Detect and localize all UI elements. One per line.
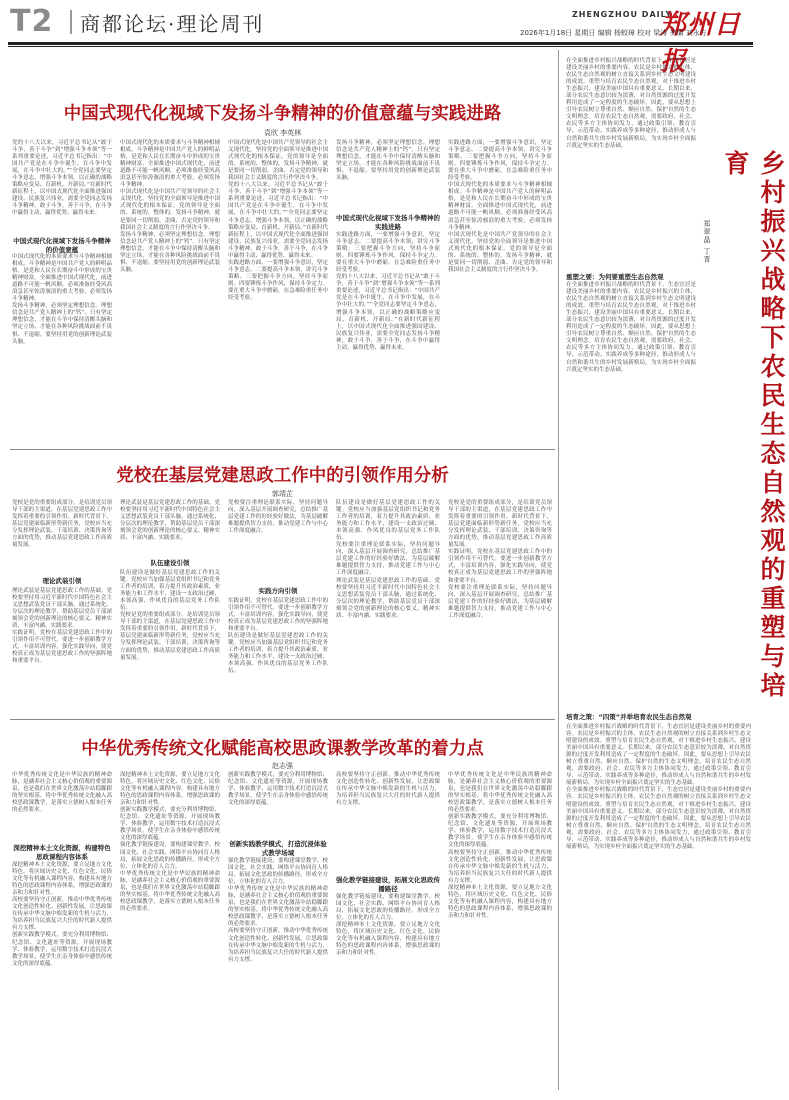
article3-column: 中华优秀传统文化是中华民族的精神命脉，是涵养社会主义核心价值观的重要源泉，也是我们在世界文化激荡中站稳脚跟的坚实根基。将中华优秀传统文化融入高校思政课教学，是落实立德树人根本任务的必然要求。 bbox=[12, 772, 112, 814]
article2-column: 党校要注重理论联系实际，坚持问题导向，深入基层开展调查研究，总结推广基层党建工作的好经验好做法，为基层破解难题提供智力支持，推动党建工作与中心工作深度融合。 bbox=[228, 500, 328, 535]
article4-subhead: 重塑之要：为何要重塑生态自然观 bbox=[566, 273, 664, 281]
page-code: T2 bbox=[10, 4, 54, 39]
article1-subhead: 中国式现代化视域下发扬斗争精神的实践进路 bbox=[336, 214, 440, 231]
article3-author: 赵志强 bbox=[272, 762, 293, 770]
top-rule bbox=[8, 42, 753, 45]
article4-title: 乡村振兴战略下农民生态自然观的重塑与培育 bbox=[721, 150, 786, 701]
article1-column: 中国式现代化的本质要求与斗争精神相辅相成。斗争精神是中国共产党人的鲜明品格，是党和人民在长期奋斗中形成的宝贵精神财富。全面推进中国式现代化，前进道路不可能一帆风顺，必须准备经受风高浪急甚至惊涛骇浪的重大考验，必须发扬斗争精神。 中国式现代化是中国共产党领导的社会主义现代化。坚持党的全面领导是推进中国式现代化的根本保证。党的领导是全面的、系统的、整体的，发扬斗争精神，就是要同一切削弱、歪曲、否定党的领导和我国社会主义制度的言行作坚决斗争。 发扬斗争精神，必须坚定理想信念。理想信念是共产党人精神上的“钙”。只有坚定理想信念，才能在斗争中保持清醒头脑和坚定立场，才能在各种风险挑战面前不畏惧、不退缩。要坚持用党的创新理论武装头脑。 bbox=[120, 140, 220, 273]
article2-subhead: 队伍建设引领 bbox=[150, 559, 190, 567]
article3-subhead: 深挖精神本土文化资源，构建特色思政课程内容体系 bbox=[13, 844, 111, 861]
article-divider bbox=[10, 719, 555, 720]
article2-column: 队伍建设是做好基层党建思政工作的关键。党校应当加强基层党组织书记和党务工作者的培训，着力提升其政治素质、业务能力和工作水平，建设一支政治过硬、本领高强、作风优良的基层党务工作队伍。 党校要注重理论联系实际，坚持问题导向，深入基层开展调查研究，总结推广基层党建工作的好经验好做法，为基层破解难题提供智力支持，推动党建工作与中心工作深度融合。 理论武装是基层党建思政工作的基础。党校要坚持用习近平新时代中国特色社会主义思想武装党员干部头脑，通过系统化、分层次的理论教学，帮助基层党员干部深刻领会党的创新理论的核心要义、精神实质、丰富内涵、实践要求。 bbox=[336, 500, 440, 619]
article2-column: 实践证明，党校在基层党建思政工作中的引领作用不可替代。要进一步创新教学方式，丰富培训内容，强化实践导向，使党校真正成为基层党建思政工作的坚强阵地和重要平台。 队伍建设是做好基层党建思政工作的关键。党校应当加强基层党组织书记和党务工作者的培训，着力提升其政治素质、业务能力和工作水平，建设一支政治过硬、本领高强、作风优良的基层党务工作队伍。 bbox=[228, 598, 328, 675]
article1-column: 中国式现代化的本质要求与斗争精神相辅相成。斗争精神是中国共产党人的鲜明品格，是党和人民在长期奋斗中形成的宝贵精神财富。全面推进中国式现代化，前进道路不可能一帆风顺，必须准备经受风高浪急甚至惊涛骇浪的重大考验，必须发扬斗争精神。 发扬斗争精神，必须坚定理想信念。理想信念是共产党人精神上的“钙”。只有坚定理想信念，才能在斗争中保持清醒头脑和坚定立场，才能在各种风险挑战面前不畏惧、不退缩。要坚持用党的创新理论武装头脑。 bbox=[12, 254, 112, 345]
article2-column: 理论武装是基层党建思政工作的基础。党校要坚持用习近平新时代中国特色社会主义思想武装党员干部头脑，通过系统化、分层次的理论教学，帮助基层党员干部深刻领会党的创新理论的核心要义、精神实质、丰富内涵、实践要求。 bbox=[120, 500, 220, 542]
article2-column: 党校是党的重要组成部分，是培训党员领导干部的主渠道，在基层党建思政工作中发挥着重要的引领作用。新时代背景下，基层党建面临新形势新任务，党校应当充分发挥理论武装、干部培训、决策咨询等方面的优势，推动基层党建思政工作高质量发展。 bbox=[12, 500, 112, 549]
article3-column: 高校要坚持守正创新，推动中华优秀传统文化创造性转化、创新性发展，让思政课在传承中华文脉中焕发新的生机与活力，为培养担当民族复兴大任的时代新人提供有力支撑。 bbox=[336, 772, 440, 807]
article1-author: 袁欣 李英林 bbox=[263, 129, 302, 137]
article1-column: 发扬斗争精神，必须坚定理想信念。理想信念是共产党人精神上的“钙”。只有坚定理想信念，才能在斗争中保持清醒头脑和坚定立场，才能在各种风险挑战面前不畏惧、不退缩。要坚持用党的创新理论武装头脑。 bbox=[336, 140, 440, 182]
article2-column: 理论武装是基层党建思政工作的基础。党校要坚持用习近平新时代中国特色社会主义思想武装党员干部头脑，通过系统化、分层次的理论教学，帮助基层党员干部深刻领会党的创新理论的核心要义、精神实质、丰富内涵、实践要求。 实践证明，党校在基层党建思政工作中的引领作用不可替代。要进一步创新教学方式，丰富培训内容，强化实践导向，使党校真正成为基层党建思政工作的坚强阵地和重要平台。 bbox=[12, 588, 112, 665]
article-divider bbox=[10, 449, 555, 450]
dateline: 2026年1月18日 星期日 编辑 杨蛟璋 校对 梁涛 美编 刘永方 bbox=[520, 29, 707, 37]
article2-title: 党校在基层党建思政工作中的引领作用分析 bbox=[116, 466, 449, 486]
column-divider bbox=[558, 50, 559, 1090]
article3-subhead: 创新实践教学模式，打造沉浸体验式教学场域 bbox=[229, 840, 327, 857]
article1-title: 中国式现代化视域下发扬斗争精神的价值意蕴与实践进路 bbox=[63, 104, 502, 124]
article1-column: 实践进路方面，一要增强斗争意识，坚定斗争意志。二要提高斗争本领，讲究斗争策略。三要把握斗争方向，坚持斗争原则。四要锤炼斗争作风，保持斗争定力。要在重大斗争中磨砺，在急难险重任务中经受考验。 中国式现代化的本质要求与斗争精神相辅相成。斗争精神是中国共产党人的鲜明品格，是党和人民在长期奋斗中形成的宝贵精神财富。全面推进中国式现代化，前进道路不可能一帆风顺，必须准备经受风高浪急甚至惊涛骇浪的重大考验，必须发扬斗争精神。 中国式现代化是中国共产党领导的社会主义现代化。坚持党的全面领导是推进中国式现代化的根本保证。党的领导是全面的、系统的、整体的，发扬斗争精神，就是要同一切削弱、歪曲、否定党的领导和我国社会主义制度的言行作坚决斗争。 bbox=[448, 140, 552, 273]
article2-author: 郭靖芷 bbox=[272, 490, 293, 498]
masthead-pinyin: ZHENGZHOU DAILY bbox=[572, 10, 673, 19]
article4-body: 在全面推进乡村振兴战略的时代背景下，生态宜居是建设美丽乡村的重要内容。农民是乡村振兴的主体，农民生态自然观的树立直接关系到乡村生态文明建设的成效。重塑与培育农民生态自然观，对于推进乡村生态振兴、建设美丽中国具有重要意义。长期以来，部分农民生态意识较为淡薄，对自然资源的过度开发利用造成了一定程度的生态破坏。因此，要从思想上引导农民树立尊重自然、顺应自然、保护自然的生态文明理念。培育农民生态自然观，需要政府、社会、农民等多方主体协同发力，通过政策引领、教育引导、示范带动、实践养成等多种途径，推动形成人与自然和谐共生的乡村发展新格局，为实现乡村全面振兴奠定坚实的生态基础。 在全面推进乡村振兴战略的时代背景下，生态宜居是建设美丽乡村的重要内容。农民是乡村振兴的主体，农民生态自然观的树立直接关系到乡村生态文明建设的成效。重塑与培育农民生态自然观，对于推进乡村生态振兴、建设美丽中国具有重要意义。长期以来，部分农民生态意识较为淡薄，对自然资源的过度开发利用造成了一定程度的生态破坏。因此，要从思想上引导农民树立尊重自然、顺应自然、保护自然的生态文明理念。培育农民生态自然观，需要政府、社会、农民等多方主体协同发力，通过政策引领、教育引导、示范带动、实践养成等多种途径，推动形成人与自然和谐共生的乡村发展新格局，为实现乡村全面振兴奠定坚实的生态基础。 bbox=[566, 724, 751, 850]
article2-column: 队伍建设是做好基层党建思政工作的关键。党校应当加强基层党组织书记和党务工作者的培训，着力提升其政治素质、业务能力和工作水平，建设一支政治过硬、本领高强、作风优良的基层党务工作队伍。 党校是党的重要组成部分，是培训党员领导干部的主渠道，在基层党建思政工作中发挥着重要的引领作用。新时代背景下，基层党建面临新形势新任务，党校应当充分发挥理论武装、干部培训、决策咨询等方面的优势，推动基层党建思政工作高质量发展。 bbox=[120, 570, 220, 661]
article4-subhead: 培育之策：“四策”并举培育农民生态自然观 bbox=[566, 713, 692, 721]
masthead-divider bbox=[70, 10, 72, 34]
article3-title: 中华优秀传统文化赋能高校思政课教学改革的着力点 bbox=[81, 739, 484, 759]
article1-column: 党的十八大以来，习近平总书记从“敢于斗争，善于斗争”到“增强斗争本领”等一系列重要论述，习近平总书记指出：“中国共产党是在斗争中诞生，在斗争中发展，在斗争中壮大的。”“全党同志要坚定斗争意志，增强斗争本领，以正确的战略策略应变局、育新机、开新局。”在新时代新征程上，以中国式现代化全面推进强国建设、民族复兴伟业，需要全党同志发扬斗争精神，敢于斗争，善于斗争，在斗争中赢得主动、赢得优势、赢得未来。 bbox=[12, 140, 112, 217]
article4-body-intro: 在全面推进乡村振兴战略的时代背景下，生态宜居是建设美丽乡村的重要内容。农民是乡村振兴的主体，农民生态自然观的树立直接关系到乡村生态文明建设的成效。重塑与培育农民生态自然观，对于推进乡村生态振兴、建设美丽中国具有重要意义。长期以来，部分农民生态意识较为淡薄，对自然资源的过度开发利用造成了一定程度的生态破坏。因此，要从思想上引导农民树立尊重自然、顺应自然、保护自然的生态文明理念。培育农民生态自然观，需要政府、社会、农民等多方主体协同发力，通过政策引领、教育引导、示范带动、实践养成等多种途径，推动形成人与自然和谐共生的乡村发展新格局，为实现乡村全面振兴奠定坚实的生态基础。 bbox=[566, 58, 696, 149]
top-rule-thin bbox=[8, 46, 753, 47]
article3-column: 强化教学链接建设，要构建课堂教学、校园文化、社会实践、网络平台协同育人格局，拓展文化思政的传播路径，形成全方位、立体化的育人合力。 深挖精神本土文化资源，要立足地方文化特色，将区域历史文化、红色文化、民俗文化等有机融入课程内容，构建具有地方特色的思政课程内容体系，增强思政课的亲和力和针对性。 bbox=[336, 894, 440, 957]
article3-column: 深挖精神本土文化资源，要立足地方文化特色，将区域历史文化、红色文化、民俗文化等有机融入课程内容，构建具有地方特色的思政课程内容体系，增强思政课的亲和力和针对性。 高校要坚持守正创新，推动中华优秀传统文化创造性转化、创新性发展，让思政课在传承中华文脉中焕发新的生机与活力，为培养担当民族复兴大任的时代新人提供有力支撑。 创新实践教学模式，要充分利用博物馆、纪念馆、文化遗址等资源，开展现场教学、体验教学，运用数字技术打造沉浸式教学场景，使学生在亲身体验中感悟传统文化的深厚底蕴。 bbox=[12, 862, 112, 967]
article2-subhead: 实践方向引领 bbox=[258, 587, 298, 595]
article3-column: 创新实践教学模式，要充分利用博物馆、纪念馆、文化遗址等资源，开展现场教学、体验教学，运用数字技术打造沉浸式教学场景，使学生在亲身体验中感悟传统文化的深厚底蕴。 bbox=[228, 772, 328, 807]
article4-author: 郑翠晶 丁晋 bbox=[703, 220, 711, 264]
article4-body: 在全面推进乡村振兴战略的时代背景下，生态宜居是建设美丽乡村的重要内容。农民是乡村振兴的主体，农民生态自然观的树立直接关系到乡村生态文明建设的成效。重塑与培育农民生态自然观，对于推进乡村生态振兴、建设美丽中国具有重要意义。长期以来，部分农民生态意识较为淡薄，对自然资源的过度开发利用造成了一定程度的生态破坏。因此，要从思想上引导农民树立尊重自然、顺应自然、保护自然的生态文明理念。培育农民生态自然观，需要政府、社会、农民等多方主体协同发力，通过政策引领、教育引导、示范带动、实践养成等多种途径，推动形成人与自然和谐共生的乡村发展新格局，为实现乡村全面振兴奠定坚实的生态基础。 bbox=[566, 282, 696, 373]
section-title: 商都论坛·理论周刊 bbox=[80, 12, 265, 36]
article2-column: 党校是党的重要组成部分，是培训党员领导干部的主渠道，在基层党建思政工作中发挥着重要的引领作用。新时代背景下，基层党建面临新形势新任务，党校应当充分发挥理论武装、干部培训、决策咨询等方面的优势，推动基层党建思政工作高质量发展。 实践证明，党校在基层党建思政工作中的引领作用不可替代。要进一步创新教学方式，丰富培训内容，强化实践导向，使党校真正成为基层党建思政工作的坚强阵地和重要平台。 党校要注重理论联系实际，坚持问题导向，深入基层开展调查研究，总结推广基层党建工作的好经验好做法，为基层破解难题提供智力支持，推动党建工作与中心工作深度融合。 bbox=[448, 500, 552, 619]
article2-subhead: 理论武装引领 bbox=[42, 577, 82, 585]
article3-column: 中华优秀传统文化是中华民族的精神命脉，是涵养社会主义核心价值观的重要源泉，也是我们在世界文化激荡中站稳脚跟的坚实根基。将中华优秀传统文化融入高校思政课教学，是落实立德树人根本任务的必然要求。 创新实践教学模式，要充分利用博物馆、纪念馆、文化遗址等资源，开展现场教学、体验教学，运用数字技术打造沉浸式教学场景，使学生在亲身体验中感悟传统文化的深厚底蕴。 高校要坚持守正创新，推动中华优秀传统文化创造性转化、创新性发展，让思政课在传承中华文脉中焕发新的生机与活力，为培养担当民族复兴大任的时代新人提供有力支撑。 深挖精神本土文化资源，要立足地方文化特色，将区域历史文化、红色文化、民俗文化等有机融入课程内容，构建具有地方特色的思政课程内容体系，增强思政课的亲和力和针对性。 bbox=[448, 772, 552, 919]
article3-column: 深挖精神本土文化资源，要立足地方文化特色，将区域历史文化、红色文化、民俗文化等有机融入课程内容，构建具有地方特色的思政课程内容体系，增强思政课的亲和力和针对性。 创新实践教学模式，要充分利用博物馆、纪念馆、文化遗址等资源，开展现场教学、体验教学，运用数字技术打造沉浸式教学场景，使学生在亲身体验中感悟传统文化的深厚底蕴。 强化教学链接建设，要构建课堂教学、校园文化、社会实践、网络平台协同育人格局，拓展文化思政的传播路径，形成全方位、立体化的育人合力。 中华优秀传统文化是中华民族的精神命脉，是涵养社会主义核心价值观的重要源泉，也是我们在世界文化激荡中站稳脚跟的坚实根基。将中华优秀传统文化融入高校思政课教学，是落实立德树人根本任务的必然要求。 bbox=[120, 772, 220, 912]
article1-column: 实践进路方面，一要增强斗争意识，坚定斗争意志。二要提高斗争本领，讲究斗争策略。三要把握斗争方向，坚持斗争原则。四要锤炼斗争作风，保持斗争定力。要在重大斗争中磨砺，在急难险重任务中经受考验。 党的十八大以来，习近平总书记从“敢于斗争，善于斗争”到“增强斗争本领”等一系列重要论述，习近平总书记指出：“中国共产党是在斗争中诞生，在斗争中发展，在斗争中壮大的。”“全党同志要坚定斗争意志，增强斗争本领，以正确的战略策略应变局、育新机、开新局。”在新时代新征程上，以中国式现代化全面推进强国建设、民族复兴伟业，需要全党同志发扬斗争精神，敢于斗争，善于斗争，在斗争中赢得主动、赢得优势、赢得未来。 bbox=[336, 232, 440, 351]
article3-subhead: 强化教学链接建设，拓展文化思政传播路径 bbox=[336, 876, 440, 893]
newspaper-logo: 郑州日报 bbox=[660, 10, 742, 77]
article1-subhead: 中国式现代化视域下发扬斗争精神的价值意蕴 bbox=[13, 237, 111, 254]
article3-column: 强化教学链接建设，要构建课堂教学、校园文化、社会实践、网络平台协同育人格局，拓展文化思政的传播路径，形成全方位、立体化的育人合力。 中华优秀传统文化是中华民族的精神命脉，是涵养社会主义核心价值观的重要源泉，也是我们在世界文化激荡中站稳脚跟的坚实根基。将中华优秀传统文化融入高校思政课教学，是落实立德树人根本任务的必然要求。 高校要坚持守正创新，推动中华优秀传统文化创造性转化、创新性发展，让思政课在传承中华文脉中焕发新的生机与活力，为培养担当民族复兴大任的时代新人提供有力支撑。 bbox=[228, 858, 328, 963]
article1-column: 中国式现代化是中国共产党领导的社会主义现代化。坚持党的全面领导是推进中国式现代化的根本保证。党的领导是全面的、系统的、整体的，发扬斗争精神，就是要同一切削弱、歪曲、否定党的领导和我国社会主义制度的言行作坚决斗争。 党的十八大以来，习近平总书记从“敢于斗争，善于斗争”到“增强斗争本领”等一系列重要论述，习近平总书记指出：“中国共产党是在斗争中诞生，在斗争中发展，在斗争中壮大的。”“全党同志要坚定斗争意志，增强斗争本领，以正确的战略策略应变局、育新机、开新局。”在新时代新征程上，以中国式现代化全面推进强国建设、民族复兴伟业，需要全党同志发扬斗争精神，敢于斗争，善于斗争，在斗争中赢得主动、赢得优势、赢得未来。 实践进路方面，一要增强斗争意识，坚定斗争意志。二要提高斗争本领，讲究斗争策略。三要把握斗争方向，坚持斗争原则。四要锤炼斗争作风，保持斗争定力。要在重大斗争中磨砺，在急难险重任务中经受考验。 bbox=[228, 140, 328, 302]
